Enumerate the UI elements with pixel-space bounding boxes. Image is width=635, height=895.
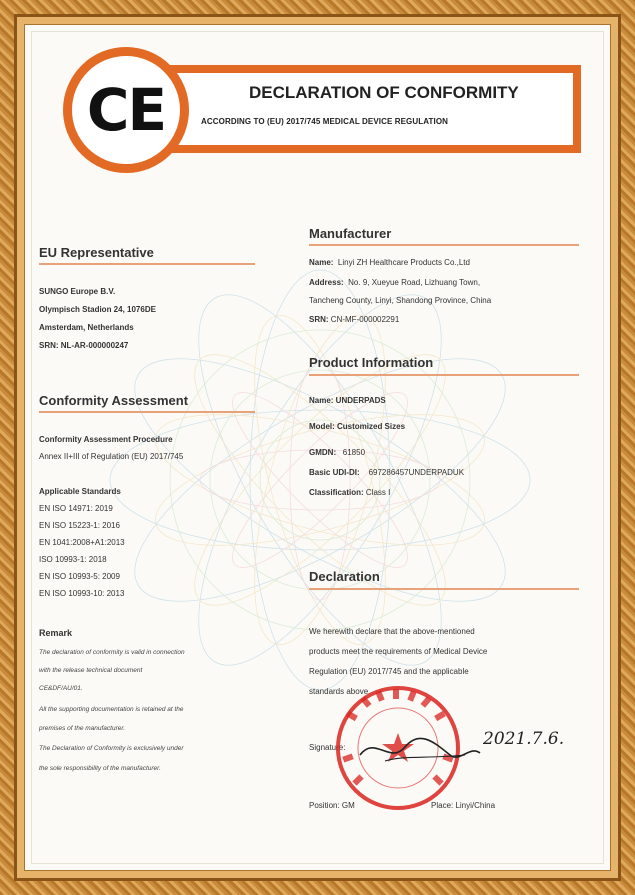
procedure-label: Conformity Assessment Procedure <box>39 435 173 444</box>
manufacturer-rule <box>309 244 579 246</box>
remark-line: The declaration of conformity is valid in connection <box>39 649 185 656</box>
product-class: Classification: Class I <box>309 488 391 497</box>
document-title: DECLARATION OF CONFORMITY <box>249 83 519 102</box>
manufacturer-name: Name: Linyi ZH Healthcare Products Co.,Ltd <box>309 258 470 267</box>
place-text: Place: Linyi/China <box>431 801 496 810</box>
eu-rep-line: SUNGO Europe B.V. <box>39 287 116 296</box>
product-rule <box>309 374 579 376</box>
position-text: Position: GM <box>309 801 355 810</box>
remark-line: the sole responsibility of the manufacturer. <box>39 765 161 772</box>
title-banner <box>145 65 581 153</box>
remark-heading: Remark <box>39 628 73 638</box>
product-heading: Product Information <box>309 355 434 370</box>
declaration-line: products meet the requirements of Medical Device <box>309 647 488 656</box>
declaration-line: Regulation (EU) 2017/745 and the applicable <box>309 667 469 676</box>
procedure-value: Annex II+III of Regulation (EU) 2017/745 <box>39 452 184 461</box>
standard-item: EN ISO 14971: 2019 <box>39 504 113 513</box>
product-udi: Basic UDI-DI: 697286457UNDERPADUK <box>309 468 465 477</box>
ce-mark-icon: CE <box>86 76 166 144</box>
eu-rep-heading: EU Representative <box>39 245 154 260</box>
remark-line: CE&DF/AU/01. <box>39 685 83 692</box>
ce-mark-badge <box>63 47 189 173</box>
standard-item: ISO 10993-1: 2018 <box>39 555 107 564</box>
document-subtitle: ACCORDING TO (EU) 2017/745 MEDICAL DEVICE REGULATION <box>201 117 449 126</box>
product-name: Name: UNDERPADS <box>309 396 386 405</box>
conformity-rule <box>39 411 255 413</box>
signature-label: Signature: <box>309 743 346 752</box>
eu-rep-line: SRN: NL-AR-000000247 <box>39 341 129 350</box>
certificate-paper <box>24 24 611 871</box>
signature-date: 2021.7.6. <box>483 729 565 749</box>
eu-rep-line: Olympisch Stadion 24, 1076DE <box>39 305 156 314</box>
remark-line: The Declaration of Conformity is exclusively under <box>39 745 184 752</box>
standards-label: Applicable Standards <box>39 487 121 496</box>
manufacturer-address-line2: Tancheng County, Linyi, Shandong Province, China <box>309 296 492 305</box>
standard-item: EN ISO 10993-10: 2013 <box>39 589 125 598</box>
conformity-heading: Conformity Assessment <box>39 393 189 408</box>
remark-line: with the release technical document <box>39 667 143 674</box>
remark-line: All the supporting documentation is retained at the <box>39 706 184 713</box>
remark-line: premises of the manufacturer. <box>39 725 126 732</box>
eu-rep-rule <box>39 263 255 265</box>
standard-item: EN ISO 15223-1: 2016 <box>39 521 120 530</box>
declaration-line: standards above. <box>309 687 371 696</box>
declaration-heading: Declaration <box>309 569 380 584</box>
manufacturer-srn: SRN: CN-MF-000002291 <box>309 315 400 324</box>
standard-item: EN 1041:2008+A1:2013 <box>39 538 125 547</box>
declaration-rule <box>309 588 579 590</box>
product-model: Model: Customized Sizes <box>309 422 406 431</box>
manufacturer-address: Address: No. 9, Xueyue Road, Lizhuang Town, <box>309 278 481 287</box>
manufacturer-heading: Manufacturer <box>309 226 392 241</box>
declaration-line: We herewith declare that the above-mentioned <box>309 627 475 636</box>
product-gmdn: GMDN: 61850 <box>309 448 366 457</box>
eu-rep-line: Amsterdam, Netherlands <box>39 323 134 332</box>
standard-item: EN ISO 10993-5: 2009 <box>39 572 120 581</box>
